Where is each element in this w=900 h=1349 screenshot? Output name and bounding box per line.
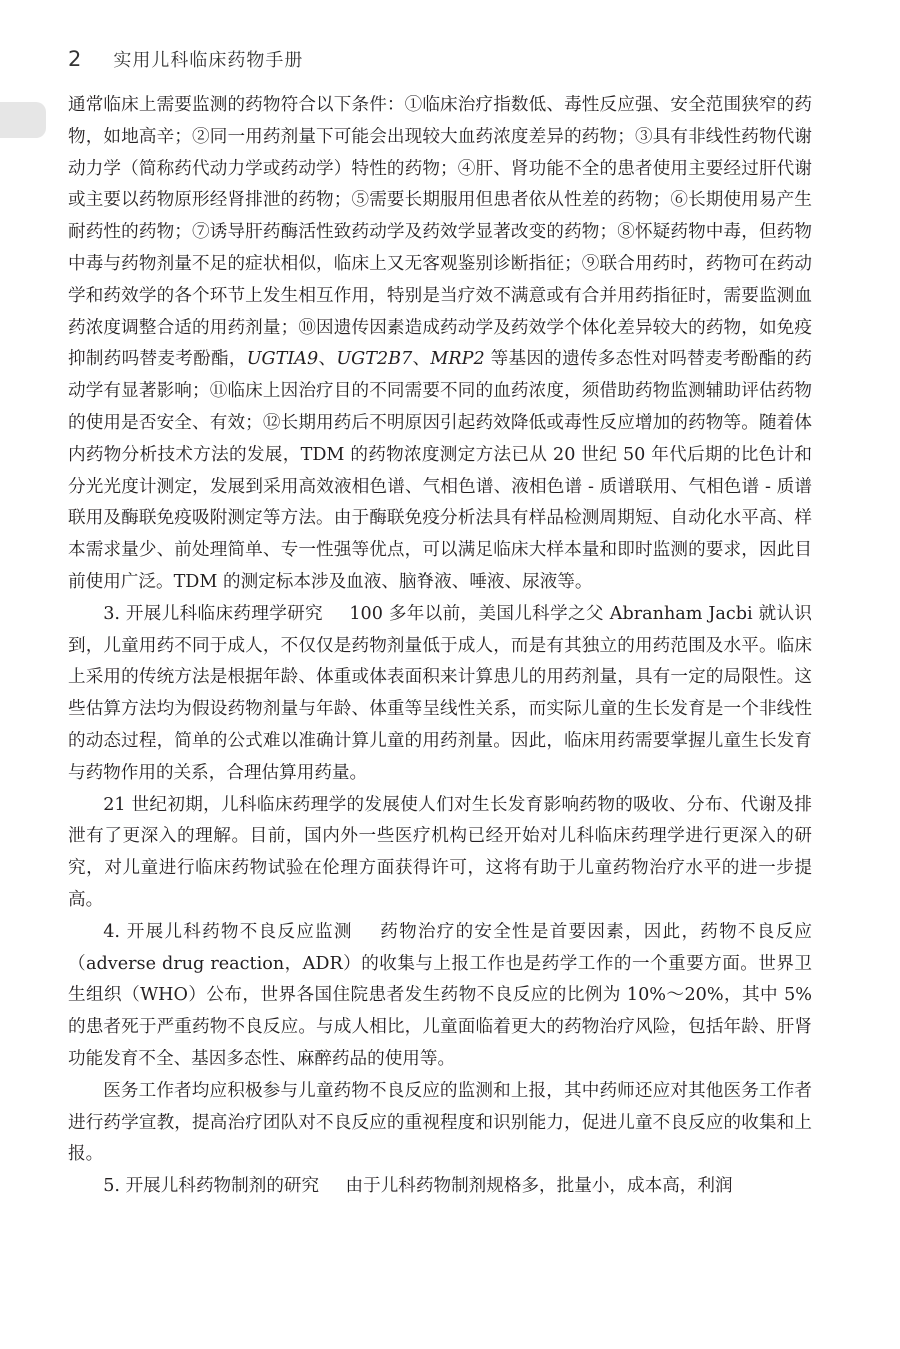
paragraph-text: 由于儿科药物制剂规格多，批量小，成本高，利润 [345,1176,733,1197]
paragraph-text: 100 多年以前，美国儿科学之父 Abranham Jacbi 就认识到，儿童用药不同于成人，不仅仅是药物剂量低于成人，而是有其独立的用药范围及水平。临床上采用的传统方法是根据年龄、体重或体表面积来计算患儿的用药剂量，具有一定的局限性。这些估算方法均为假设药物剂量与年龄、体重等呈线性关系，而实际儿童的生长发育是一个非线性的动态过程，简单的公式难以准确计算儿童的用药剂量。因此，临床用药需要掌握儿童生长发育与药物作用的关系，合理估算用药量。 [68,603,812,783]
paragraph-tdm-conditions [68,90,812,599]
paragraph-text: 药物治疗的安全性是首要因素，因此，药物不良反应（adverse drug reaction，ADR）的收集与上报工作也是药学工作的一个重要方面。世界卫生组织（WHO）公布，世界各国住院患者发生药物不良反应的比例为 10%～20%，其中 5% 的患者死于严重药物不良反应。与成人相比，儿童面临着更大的药物治疗风险，包括年龄、肝肾功能发育不全、基因多态性、麻醉药品的使用等。 [68,921,812,1069]
body-text [68,90,812,1203]
separator: 、 [412,349,431,370]
paragraph-formulation-research [68,1171,812,1203]
paragraph-adr-monitoring [68,917,812,1076]
book-title: 实用儿科临床药物手册 [113,50,304,71]
paragraph-clinical-pharmacology [68,599,812,790]
separator: 、 [318,349,337,370]
section-heading: 3. 开展儿科临床药理学研究 [103,603,323,624]
paragraph-adr-reporting [68,1076,812,1171]
paragraph-text: 通常临床上需要监测的药物符合以下条件：①临床治疗指数低、毒性反应强、安全范围狭窄的药物，如地高辛；②同一用药剂量下可能会出现较大血药浓度差异的药物；③具有非线性药物代谢动力学（简称药代动力学或药动学）特性的药物；④肝、肾功能不全的患者使用主要经过肝代谢或主要以药物原形经肾排泄的药物；⑤需要长期服用但患者依从性差的药物；⑥长期使用易产生耐药性的药物；⑦诱导肝药酶活性致药动学及药效学显著改变的药物；⑧怀疑药物中毒，但药物中毒与药物剂量不足的症状相似，临床上又无客观鉴别诊断指征；⑨联合用药时，药物可在药动学和药效学的各个环节上发生相互作用，特别是当疗效不满意或有合并用药指征时，需要监测血药浓度调整合适的用药剂量；⑩因遗传因素造成药动学及药效学个体化差异较大的药物，如免疫抑制药吗替麦考酚酯， [68,95,812,370]
gene-name: MRP2 [430,349,485,370]
page-header [68,46,303,72]
gene-name: UGTIA9 [246,349,319,370]
paragraph-text: 等基因的遗传多态性对吗替麦考酚酯的药动学有显著影响；⑪临床上因治疗目的不同需要不同的血药浓度，须借助药物监测辅助评估药物的使用是否安全、有效；⑫长期用药后不明原因引起药效降低或毒性反应增加的药物等。随着体内药物分析技术方法的发展，TDM 的药物浓度测定方法已从 20 世纪 50 年代后期的比色计和分光光度计测定，发展到采用高效液相色谱、气相色谱、液相色谱 - 质谱联用、气相色谱 - 质谱联用及酶联免疫吸附测定等方法。由于酶联免疫分析法具有样品检测周期短、自动化水平高、样本需求量少、前处理简单、专一性强等优点，可以满足临床大样本量和即时监测的要求，因此目前使用广泛。TDM 的测定标本涉及血液、脑脊液、唾液、尿液等。 [68,349,812,592]
paragraph-text: 医务工作者均应积极参与儿童药物不良反应的监测和上报，其中药师还应对其他医务工作者进行药学宣教，提高治疗团队对不良反应的重视程度和识别能力，促进儿童不良反应的收集和上报。 [68,1080,812,1165]
paragraph-21st-century [68,790,812,917]
section-heading: 4. 开展儿科药物不良反应监测 [103,921,353,942]
paragraph-text: 21 世纪初期，儿科临床药理学的发展使人们对生长发育影响药物的吸收、分布、代谢及排泄有了更深入的理解。目前，国内外一些医疗机构已经开始对儿科临床药理学进行更深入的研究，对儿童进行临床药物试验在伦理方面获得许可，这将有助于儿童药物治疗水平的进一步提高。 [68,794,812,910]
page-number: 2 [68,47,82,71]
section-heading: 5. 开展儿科药物制剂的研究 [103,1176,320,1197]
gene-name: UGT2B7 [336,349,413,370]
chapter-tab [0,102,46,138]
